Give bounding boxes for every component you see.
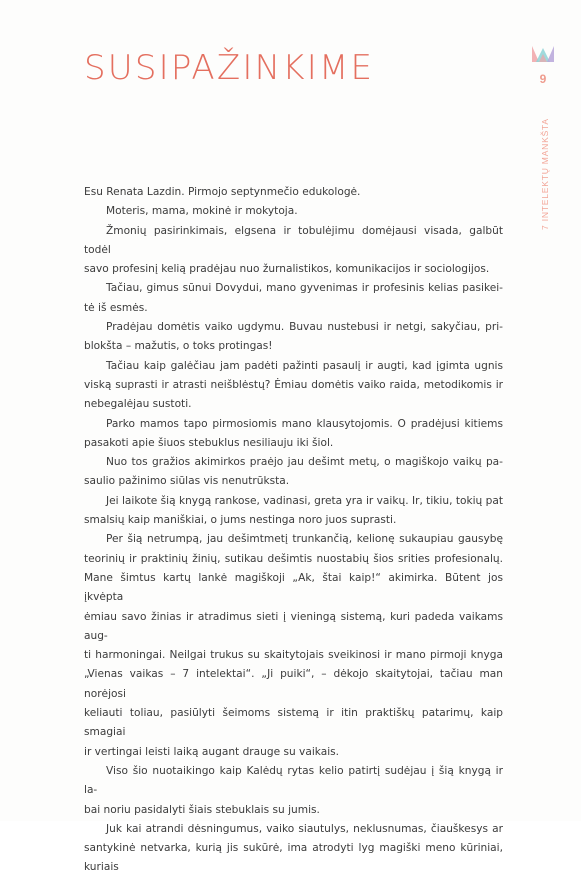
crown-triangles-logo-icon <box>532 46 554 62</box>
text-line: smalsių kaip maniškiai, o jums nestinga noro juos suprasti. <box>84 514 397 527</box>
paragraph <box>84 492 503 531</box>
text-line: Tačiau, gimus sūnui Dovydui, mano gyvenimas ir profesinis kelias pasikei- <box>106 282 503 295</box>
paragraph <box>84 820 503 878</box>
page-number: 9 <box>539 72 547 86</box>
text-line: santykinė netvarka, kurią jis sukūrė, ima atrodyti lyg magiški meno kūriniai, kuriais <box>84 842 503 874</box>
text-line: Tačiau kaip galėčiau jam padėti pažinti pasaulį ir augti, kad įgimta ugnis <box>106 359 503 372</box>
paragraph <box>84 183 503 202</box>
paragraph <box>84 415 503 454</box>
paragraph <box>84 762 503 820</box>
text-line: Per šią netrumpą, jau dešimtmetį trunkančią, kelionę sukaupiau gausybę <box>106 533 503 546</box>
text-line: bai noriu pasidalyti šiais stebuklais su jumis. <box>84 803 320 816</box>
text-line: Nuo tos gražios akimirkos praėjo jau dešimt metų, o magiškojo vaikų pa- <box>106 456 503 469</box>
text-line: Žmonių pasirinkimais, elgsena ir tobulėjimu domėjausi visada, galbūt todėl <box>84 224 503 256</box>
text-line: ir vertingai leisti laiką augant drauge su vaikais. <box>84 745 340 758</box>
paragraph <box>84 357 503 415</box>
text-line: ti harmoningai. Neilgai trukus su skaitytojais sveikinosi ir mano pirmoji knyga <box>84 649 503 662</box>
paragraph <box>84 202 503 221</box>
text-line: savo profesinį kelią pradėjau nuo žurnalistikos, komunikacijos ir sociologijos. <box>84 263 490 276</box>
text-line: tė iš esmės. <box>84 301 148 314</box>
text-line: pasakoti apie šiuos stebuklus nesiliauju iki šiol. <box>84 436 334 449</box>
text-line: saulio pažinimo siūlas vis nenutrūksta. <box>84 475 290 488</box>
text-line: ėmiau savo žinias ir atradimus sieti į vieningą sistemą, kuri padeda vaikams aug- <box>84 610 503 642</box>
page-title: SUSIPAŽINKIME <box>84 48 375 88</box>
text-line: Mane šimtus kartų lankė magiškoji „Ak, štai kaip!“ akimirka. Būtent jos įkvėpta <box>84 571 503 604</box>
paragraph <box>84 453 503 492</box>
text-line: teorinių ir praktinių žinių, sutikau dešimtis nuostabių šios srities profesionalų. <box>84 552 503 565</box>
text-line: Moteris, mama, mokinė ir mokytoja. <box>106 205 298 218</box>
text-line: Esu Renata Lazdin. Pirmojo septynmečio edukologė. <box>84 186 361 198</box>
text-line: blokšta – mažutis, o toks protingas! <box>84 340 273 353</box>
paragraph <box>84 318 503 357</box>
text-line: keliauti toliau, pasiūlyti šeimoms sistemą ir itin praktiškų patarimų, kaip smagiai <box>84 707 503 739</box>
paragraph <box>84 279 503 318</box>
text-line: nebegalėjau sustoti. <box>84 398 192 411</box>
paragraph <box>84 530 503 762</box>
running-section-label: 7 INTELEKTŲ MANKŠTA <box>540 118 550 230</box>
text-line: Pradėjau domėtis vaiko ugdymu. Buvau nustebusi ir netgi, sakyčiau, pri- <box>106 321 503 334</box>
text-line: viską suprasti ir atrasti neišblėstų? Ėmiau domėtis vaiko raida, metodikomis ir <box>84 378 503 391</box>
body-text <box>84 183 503 878</box>
text-line: Viso šio nuotaikingo kaip Kalėdų rytas kelio patirtį sudėjau į šią knygą ir la- <box>84 764 503 797</box>
text-line: Jei laikote šią knygą rankose, vadinasi, greta yra ir vaikų. Ir, tikiu, tokių pat <box>106 494 503 507</box>
text-line: Juk kai atrandi dėsningumus, vaiko siautulys, neklusnumas, čiauškesys ar <box>106 822 503 835</box>
text-line: Parko mamos tapo pirmosiomis mano klausytojomis. O pradėjusi kitiems <box>106 417 503 430</box>
text-line: „Vienas vaikas – 7 intelektai“. „Ji puiki“, – dėkojo skaitytojai, tačiau man norėjosi <box>84 668 503 700</box>
paragraph <box>84 222 503 280</box>
